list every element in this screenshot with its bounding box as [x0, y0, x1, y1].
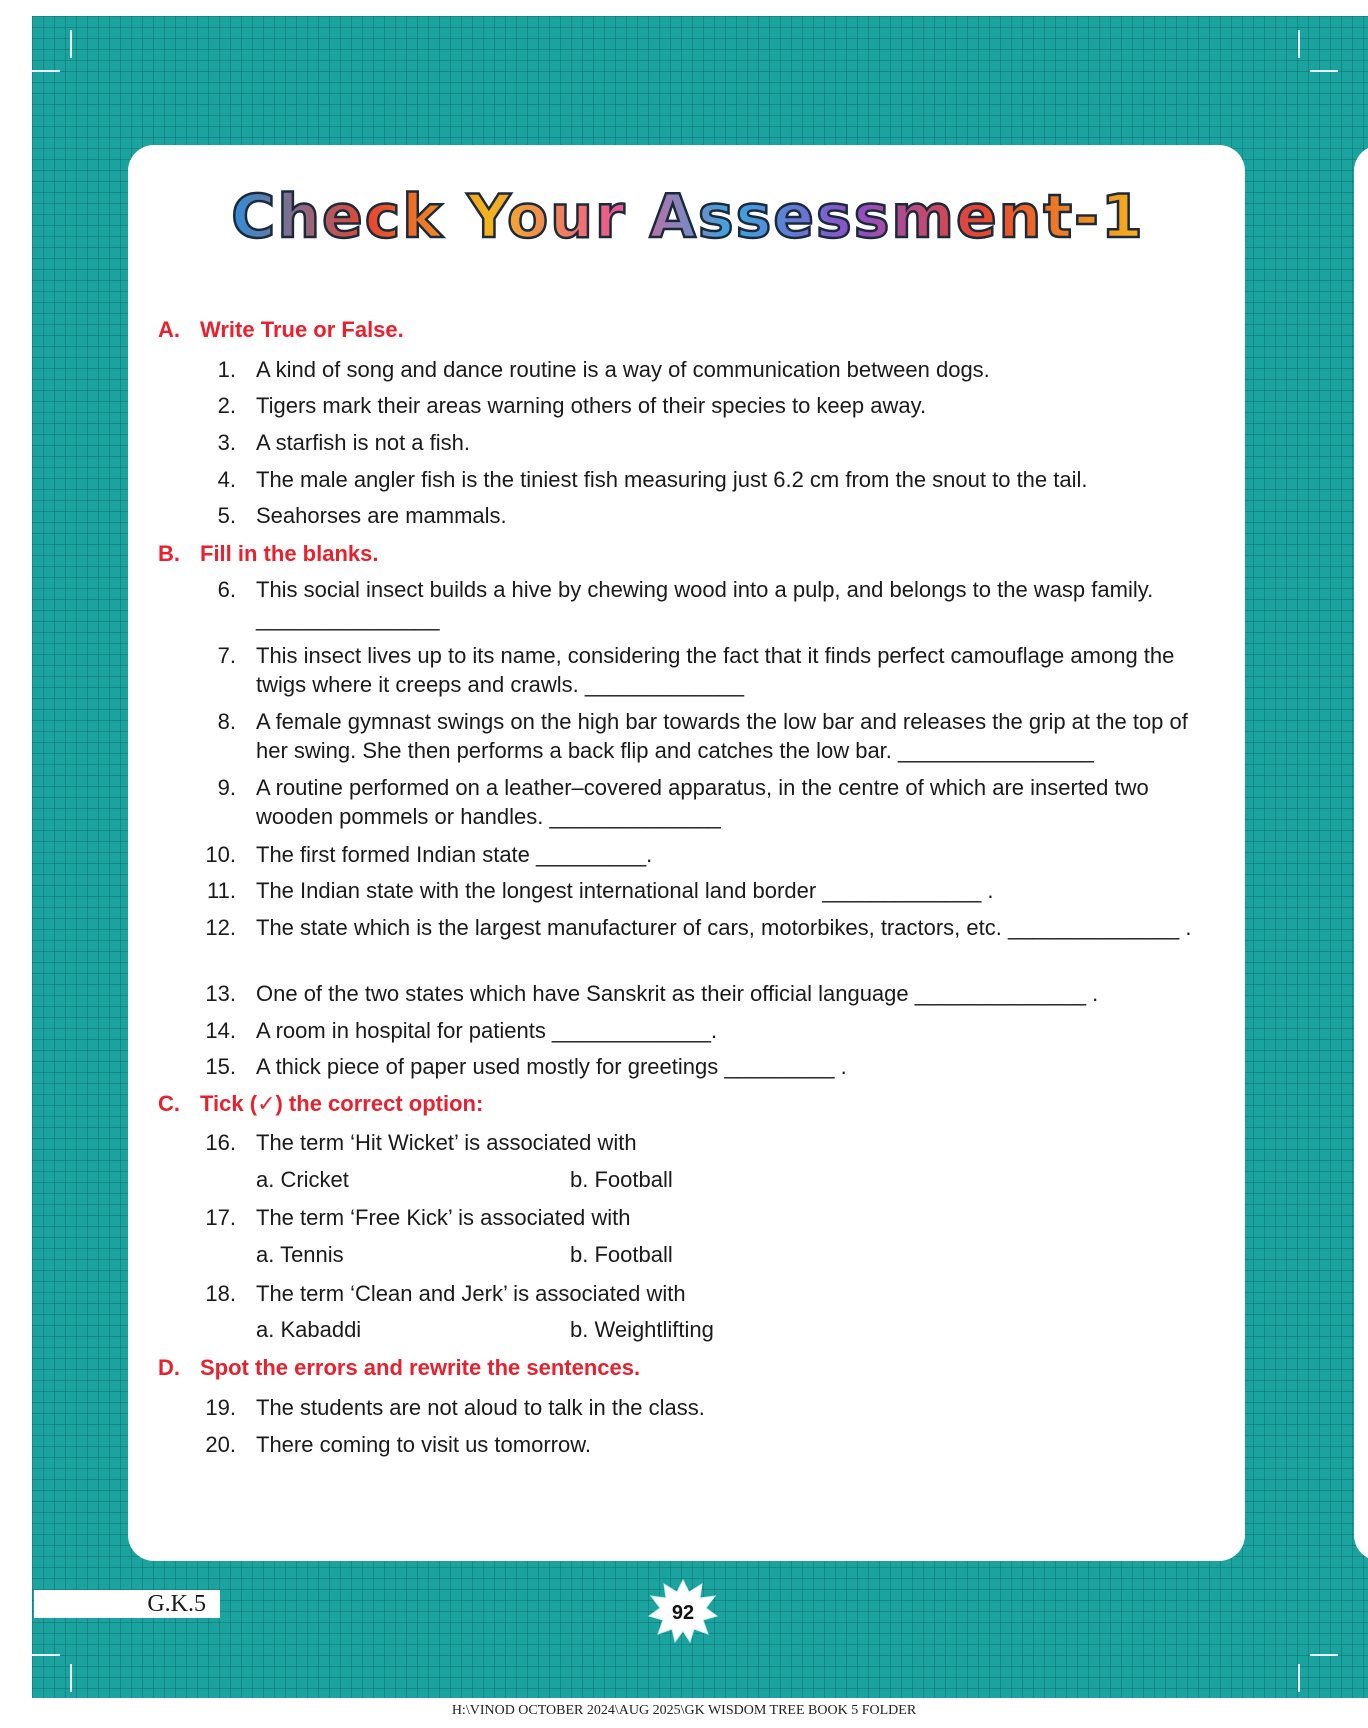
- section-title: Tick (✓) the correct option:: [200, 1091, 484, 1116]
- svg-text:Check Your Assessment-1: Check Your Assessment-1: [231, 182, 1145, 252]
- question-text: There coming to visit us tomorrow.: [256, 1432, 592, 1457]
- question-number: 4.: [217, 467, 236, 492]
- question-text: The students are not aloud to talk in the class.: [256, 1395, 705, 1420]
- crop-mark: [1298, 1664, 1300, 1692]
- option-b[interactable]: b. Football: [570, 1167, 673, 1192]
- crop-mark: [1298, 30, 1300, 58]
- question-number: 6.: [217, 577, 236, 602]
- question-number: 15.: [205, 1054, 236, 1079]
- question-text: This social insect builds a hive by chewing wood into a pulp, and belongs to the wasp family. _______________: [256, 577, 1154, 631]
- question-text: A female gymnast swings on the high bar towards the low bar and releases the grip at the top of her swing. She then performs a back flip and catches the low bar. ________________: [256, 709, 1188, 763]
- option-a[interactable]: a. Kabaddi: [256, 1317, 362, 1342]
- question-text: Seahorses are mammals.: [256, 503, 507, 528]
- question-number: 11.: [207, 878, 236, 903]
- crop-mark: [70, 1664, 72, 1692]
- question-number: 13.: [205, 981, 236, 1006]
- option-a[interactable]: a. Cricket: [256, 1167, 349, 1192]
- question-text: The term ‘Free Kick’ is associated with: [256, 1205, 631, 1230]
- question-text: A thick piece of paper used mostly for greetings _________ .: [256, 1054, 847, 1079]
- question-number: 3.: [217, 430, 236, 455]
- book-label: G.K.5: [34, 1590, 220, 1618]
- section-b-heading: [158, 541, 378, 567]
- question-number: 14.: [205, 1018, 236, 1043]
- question-number: 1.: [217, 357, 236, 382]
- decorative-title: [208, 175, 1168, 255]
- question-text: A routine performed on a leather–covered apparatus, in the centre of which are inserted two wooden pommels or handles. ______________: [256, 775, 1149, 829]
- page-number: 92: [671, 1602, 695, 1624]
- crop-mark: [32, 70, 60, 72]
- option-a[interactable]: a. Tennis: [256, 1242, 344, 1267]
- page-number-badge: [648, 1578, 718, 1644]
- crop-mark: [1310, 1654, 1338, 1656]
- question-text: The Indian state with the longest international land border _____________ .: [256, 878, 994, 903]
- assessment-card: [128, 145, 1245, 1561]
- question-text: A room in hospital for patients _____________.: [256, 1018, 718, 1043]
- question-text: Tigers mark their areas warning others of their species to keep away.: [256, 393, 927, 418]
- question-number: 16.: [205, 1130, 236, 1155]
- crop-mark: [32, 1654, 60, 1656]
- question-number: 2.: [217, 393, 236, 418]
- question-number: 8.: [217, 709, 236, 734]
- section-d-heading: [158, 1355, 640, 1381]
- question-number: 10.: [205, 842, 236, 867]
- section-letter: A.: [158, 317, 180, 342]
- question-number: 17.: [205, 1205, 236, 1230]
- question-text: A kind of song and dance routine is a way of communication between dogs.: [256, 357, 990, 382]
- section-c-heading: [158, 1091, 483, 1117]
- option-b[interactable]: b. Football: [570, 1242, 673, 1267]
- section-a-heading: [158, 317, 404, 343]
- file-path-footer: H:\VINOD OCTOBER 2024\AUG 2025\GK WISDOM TREE BOOK 5 FOLDER: [451, 1703, 917, 1718]
- question-text: One of the two states which have Sanskrit as their official language ______________ .: [256, 981, 1099, 1006]
- section-letter: B.: [158, 541, 180, 566]
- question-number: 19.: [205, 1395, 236, 1420]
- page-title: [208, 175, 1168, 255]
- question-number: 5.: [217, 503, 236, 528]
- section-title: Fill in the blanks.: [200, 541, 379, 566]
- question-number: 9.: [217, 775, 236, 800]
- question-text: This insect lives up to its name, considering the fact that it finds perfect camouflage among the twigs where it creeps and crawls. _____________: [256, 643, 1175, 697]
- question-number: 20.: [205, 1432, 236, 1457]
- question-number: 12.: [205, 915, 236, 940]
- question-text: The male angler fish is the tiniest fish measuring just 6.2 cm from the snout to the tail.: [256, 467, 1088, 492]
- question-number: 7.: [217, 643, 236, 668]
- question-text: The state which is the largest manufacturer of cars, motorbikes, tractors, etc. ______________ .: [256, 915, 1192, 940]
- question-text: A starfish is not a fish.: [256, 430, 470, 455]
- question-text: The term ‘Hit Wicket’ is associated with: [256, 1130, 637, 1155]
- crop-mark: [70, 30, 72, 58]
- option-b[interactable]: b. Weightlifting: [570, 1317, 714, 1342]
- section-letter: D.: [158, 1355, 180, 1380]
- adjacent-page-edge: [1354, 145, 1368, 1561]
- section-title: Spot the errors and rewrite the sentences.: [200, 1355, 641, 1380]
- crop-mark: [1310, 70, 1338, 72]
- section-letter: C.: [158, 1091, 180, 1116]
- question-number: 18.: [205, 1281, 236, 1306]
- question-text: The first formed Indian state _________.: [256, 842, 653, 867]
- question-text: The term ‘Clean and Jerk’ is associated with: [256, 1281, 686, 1306]
- section-title: Write True or False.: [200, 317, 404, 342]
